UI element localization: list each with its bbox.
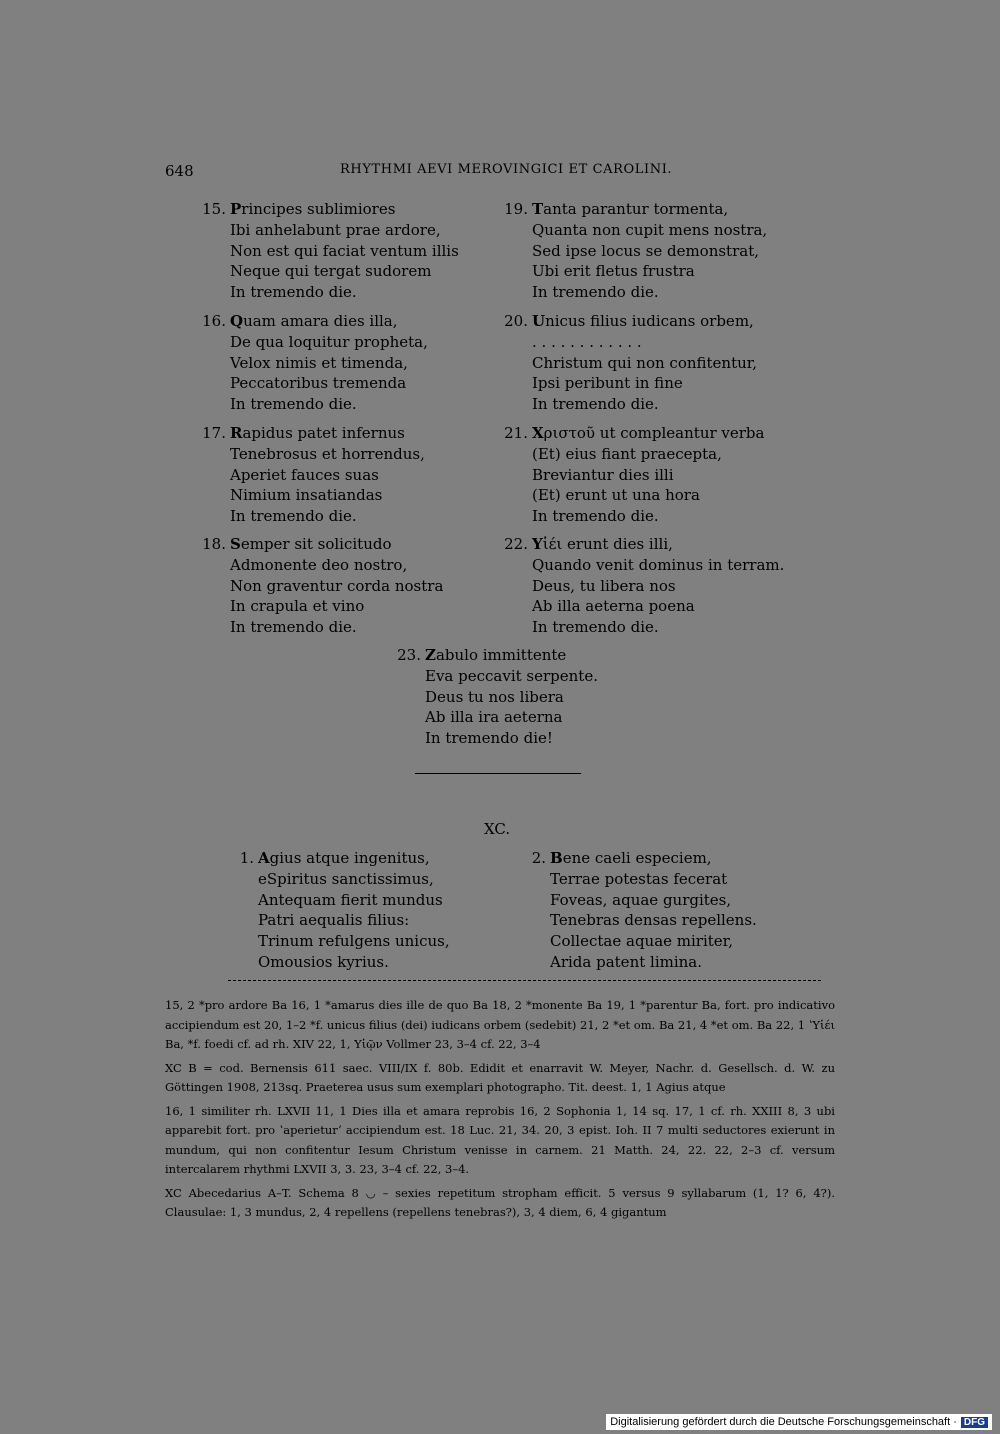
stanza-number: 17. [202,424,226,442]
verse-line: In tremendo die. [230,283,357,302]
verse-line: In tremendo die. [230,395,357,414]
verse-line: In crapula et vino [230,597,365,616]
verse-line: Nimium insatiandas [230,486,383,505]
verse-text: gius atque ingenitus, [269,849,430,867]
stanza-number: 21. [504,424,528,442]
verse-line: In tremendo die. [532,283,659,302]
verse-line: Omousios kyrius. [258,952,389,971]
stanza-xc-1 [228,848,450,973]
verse-text: ἱέι erunt dies illi, [542,535,673,553]
verse-text: anta parantur tormenta, [543,200,729,218]
initial-letter: Υ [532,535,543,553]
verse-line: Ipsi peribunt in fine [532,374,683,393]
note-paragraph: XC Abecedarius A–T. Schema 8 ◡ – sexies repetitum stropham efficit. 5 versus 9 syllabarum (1, 1? 6, 4?). Clausulae: 1, 3 mundus, 2, 4 repellens (repellens tenebras?), 3, 4 diem, 6, 4 gigantum [165,1185,835,1219]
initial-letter: Z [425,646,436,664]
verse-line: Patri aequalis filius: [258,911,410,930]
initial-letter: S [230,535,241,553]
verse-line [502,311,757,332]
verse-line: Antequam fierit mundus [258,890,443,909]
initial-letter: Χ [532,424,544,442]
funding-footer [606,1414,992,1430]
verse-line [200,199,459,220]
verse-line: Trinum refulgens unicus, [258,932,450,951]
verse-line: Arida patent limina. [550,952,703,971]
verse-text: ριστοῦ ut compleantur verba [543,424,765,442]
verse-line: eSpiritus sanctissimus, [258,869,434,888]
verse-line: . . . . . . . . . . . . [532,332,642,351]
verse-line: In tremendo die. [532,507,659,526]
verse-line: (Et) erunt ut una hora [532,486,700,505]
footer-text: Digitalisierung gefördert durch die Deutsche Forschungsgemeinschaft · [610,1416,957,1428]
verse-line: Quando venit dominus in terram. [532,555,785,574]
stanza-18 [200,534,443,638]
stanza-number: 18. [202,535,226,553]
verse-line: Neque qui tergat sudorem [230,262,432,281]
initial-letter: P [230,200,242,218]
initial-letter: A [258,849,270,867]
stanza-20 [502,311,757,415]
initial-letter: T [532,200,544,218]
verse-line: Ab illa aeterna poena [532,597,695,616]
verse-line: Non est qui faciat ventum illis [230,241,459,260]
footnotes [165,996,835,1227]
verse-line: Breviantur dies illi [532,465,674,484]
verse-line: In tremendo die. [532,618,659,637]
stanza-number: 23. [397,646,421,664]
note-paragraph: 16, 1 similiter rh. LXVII 11, 1 Dies illa et amara reprobis 16, 2 Sophonia 1, 14 sq. 17, 1 cf. rh. XXIII 8, 3 ubi apparebit fort. pro ʽaperieturʼ accipiendum est. 18 Luc. 21, 34. 20, 3 epist. Ioh. II 7 multi seductores exierunt in mundum, qui non confitentur Iesum Christum venisse in carnem. 21 Matth. 24, 22. 22, 2–3 cf. versum intercalarem rhythmi LXVII 3, 3. 23, 3–4 cf. 22, 3–4. [165,1103,835,1176]
verse-line: Terrae potestas fecerat [550,869,728,888]
initial-letter: Q [230,312,244,330]
notes-divider [228,980,821,981]
verse-line: De qua loquitur propheta, [230,332,428,351]
verse-line: Deus tu nos libera [425,687,564,706]
verse-line: Quanta non cupit mens nostra, [532,220,768,239]
verse-line: Ibi anhelabunt prae ardore, [230,220,441,239]
stanza-number: 19. [504,200,528,218]
stanza-number: 20. [504,312,528,330]
verse-line [200,534,443,555]
verse-line [395,645,598,666]
verse-line [200,311,428,332]
verse-line: Velox nimis et timenda, [230,353,408,372]
stanza-number: 2. [531,849,546,867]
verse-line: Christum qui non confitentur, [532,353,758,372]
verse-line: Deus, tu libera nos [532,576,676,595]
verse-line: Tenebrosus et horrendus, [230,444,425,463]
initial-letter: R [230,424,243,442]
note-paragraph: XC B = cod. Bernensis 611 saec. VIII/IX f. 80b. Edidit et enarravit W. Meyer, Nachr. d. Gesellsch. d. W. zu Göttingen 1908, 213sq. Praeterea usus sum exemplari photographo. Tit. deest. 1, 1 Agius atque [165,1060,835,1094]
stanza-15 [200,199,459,303]
stanza-number: 1. [239,849,254,867]
section-divider [415,773,581,774]
stanza-21 [502,423,764,527]
verse-line: Admonente deo nostro, [230,555,408,574]
verse-line [502,199,767,220]
verse-text: rincipes sublimiores [241,200,396,218]
verse-line: Aperiet fauces suas [230,465,379,484]
verse-line: Non graventur corda nostra [230,576,444,595]
note-paragraph: 15, 2 *pro ardore Ba 16, 1 *amarus dies ille de quo Ba 18, 2 *monente Ba 19, 1 *parentur Ba, fort. pro indicativo accipiendum est 20, 1–2 *f. unicus filius (dei) iudicans orbem (sedebit) 21, 2 *et om. Ba 21, 4 *et om. Ba 22, 1 ʽΥἱέι Ba, *f. foedi cf. ad rh. XIV 22, 1, Υἱῷν Vollmer 23, 3–4 cf. 22, 3–4 [165,998,835,1051]
verse-line: Sed ipse locus se demonstrat, [532,241,759,260]
verse-line [502,534,784,555]
stanza-number: 22. [504,535,528,553]
verse-text: emper sit solicitudo [240,535,392,553]
stanza-19 [502,199,767,303]
verse-line [520,848,757,869]
running-title: RHYTHMI AEVI MEROVINGICI ET CAROLINI. [340,162,673,177]
verse-line [228,848,450,869]
verse-line: (Et) eius fiant praecepta, [532,444,722,463]
verse-line [502,423,764,444]
stanza-xc-2 [520,848,757,973]
verse-line [200,423,425,444]
stanza-22 [502,534,784,638]
verse-line: In tremendo die! [425,729,553,748]
stanza-number: 15. [202,200,226,218]
verse-text: nicus filius iudicans orbem, [545,312,754,330]
stanza-17 [200,423,425,527]
verse-line: In tremendo die. [230,618,357,637]
stanza-16 [200,311,428,415]
verse-line: Foveas, aquae gurgites, [550,890,732,909]
verse-line: Ab illa ira aeterna [425,708,563,727]
verse-line: Eva peccavit serpente. [425,666,598,685]
verse-line: Collectae aquae miriter, [550,932,733,951]
page-number: 648 [165,162,194,180]
verse-text: ene caeli especiem, [562,849,712,867]
verse-text: apidus patet infernus [242,424,405,442]
verse-line: Peccatoribus tremenda [230,374,407,393]
verse-line: In tremendo die. [230,507,357,526]
verse-line: In tremendo die. [532,395,659,414]
verse-line: Ubi erit fletus frustra [532,262,695,281]
verse-text: uam amara dies illa, [243,312,398,330]
section-title: XC. [484,820,511,838]
verse-line: Tenebras densas repellens. [550,911,757,930]
dfg-logo: DFG [961,1417,988,1428]
verse-text: abulo immittente [435,646,567,664]
initial-letter: U [532,312,546,330]
stanza-number: 16. [202,312,226,330]
initial-letter: B [550,849,563,867]
stanza-23 [395,645,598,749]
